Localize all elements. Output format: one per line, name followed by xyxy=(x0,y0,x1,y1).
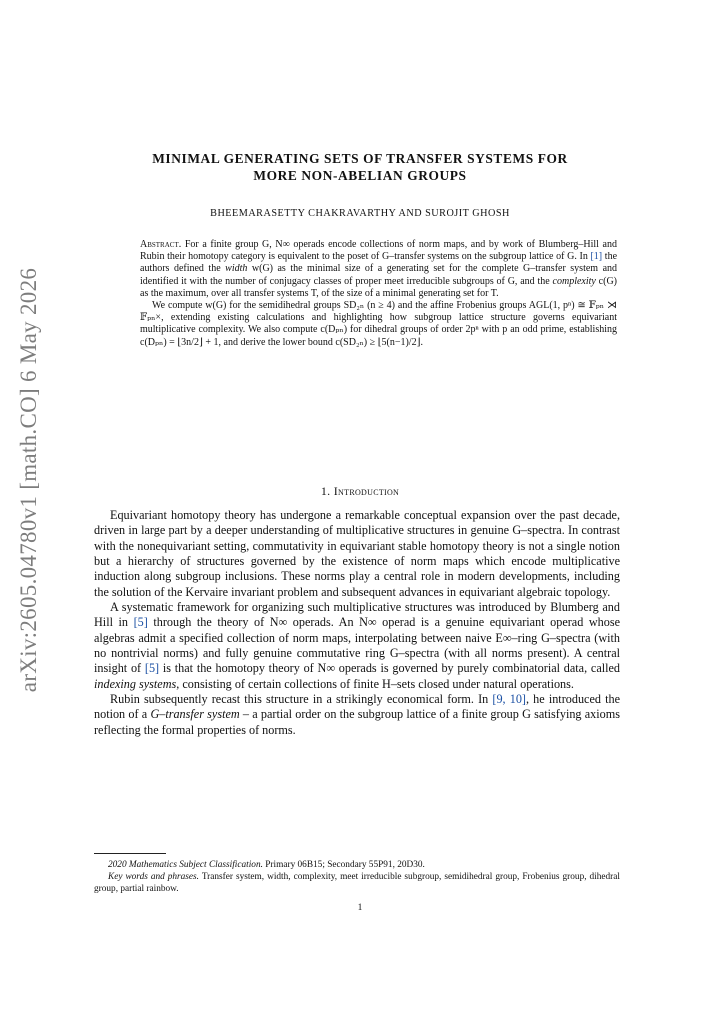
emphasis: complexity xyxy=(552,275,596,287)
citation-link[interactable]: [9, 10] xyxy=(492,692,526,707)
body-text-run: , he introduced the notion of a xyxy=(94,692,620,722)
abstract-text: For a finite group G, N∞ operads encode collections of norm maps, and by work of Blumberg–Hill and Rubin their homotopy category is equivalent to the poset of G–transfer systems on the subgroup lattice of G. In xyxy=(140,239,617,263)
footnotes xyxy=(94,859,620,895)
footnote-label: Key words and phrases. xyxy=(108,872,199,882)
page-number: 1 xyxy=(357,903,363,913)
authors: BHEEMARASETTY CHAKRAVARTHY AND SUROJIT GHOSH xyxy=(210,208,510,219)
body-text xyxy=(94,508,620,738)
citation-link[interactable]: [5] xyxy=(133,615,148,630)
body-text-run: is that the homotopy theory of N∞ operads is governed by purely combinatorial data, called xyxy=(159,661,621,676)
footnote-label: 2020 Mathematics Subject Classification. xyxy=(108,860,263,870)
body-text-run: A systematic framework for organizing such multiplicative structures was introduced by Blumberg and Hill in xyxy=(94,600,620,630)
footnote-text: Primary 06B15; Secondary 55P91, 20D30. xyxy=(262,860,425,870)
abstract-text: the authors defined the xyxy=(140,251,618,275)
title-line-1: MINIMAL GENERATING SETS OF TRANSFER SYSTEMS FOR xyxy=(152,151,568,166)
paper-title xyxy=(90,150,630,184)
body-text-run: , consisting of certain collections of finite H–sets closed under natural operations. xyxy=(176,676,574,691)
body-paragraph-2 xyxy=(94,600,620,692)
body-text-run: Rubin subsequently recast this structure in a strikingly economical form. In xyxy=(110,692,493,707)
abstract xyxy=(140,239,617,349)
footnote-rule xyxy=(94,853,166,854)
body-text-run: through the theory of N∞ operads. An N∞ operad is a genuine equivariant operad whose algebras admit a specified collection of norm maps, interpolating between naive E∞–ring G–spectra (with no nontrivial norms) and fully genuine commutative ring G–spectra (with all norms present). A central insight of xyxy=(94,615,620,676)
abstract-paragraph-2: We compute w(G) for the semidihedral groups SD₂ₙ (n ≥ 4) and the affine Frobenius groups AGL(1, pⁿ) ≅ 𝔽ₚₙ ⋊ 𝔽ₚₙ×, extending existing calculations and highlighting how subgroup lattice structure governs equivariant multiplicative complexity. We also compute c(Dₚₙ) for dihedral groups of order 2pⁿ with p an odd prime, establishing c(Dₚₙ) = ⌊3n/2⌋ + 1, and derive the lower bound c(SD₂ₙ) ≥ ⌊5(n−1)/2⌋. xyxy=(140,300,617,348)
body-text-run: – a partial order on the subgroup lattice of a finite group G satisfying axioms reflecting the formal properties of norms. xyxy=(94,707,620,737)
section-number: 1. xyxy=(320,484,334,498)
citation-link[interactable]: [5] xyxy=(144,661,160,676)
body-paragraph-3 xyxy=(94,692,620,738)
footnote-text: Transfer system, width, complexity, meet irreducible subgroup, semidihedral group, Frobenius group, dihedral group, partial rainbow. xyxy=(94,872,620,894)
footnote-msc xyxy=(94,859,620,871)
section-title: Introduction xyxy=(333,484,400,498)
abstract-text: c(G) as the maximum, over all transfer systems T, of the size of a minimal generating set for T. xyxy=(140,275,617,299)
emphasis: indexing systems xyxy=(94,676,177,691)
title-line-2: MORE NON-ABELIAN GROUPS xyxy=(253,168,467,183)
arxiv-stamp-container xyxy=(9,267,49,693)
emphasis: G–transfer system xyxy=(150,707,240,722)
abstract-text: w(G) as the minimal size of a generating set for the complete G–transfer system and identified it with the number of conjugacy classes of proper meet irreducible subgroups of G, and the xyxy=(140,263,618,287)
footnote-keywords xyxy=(94,871,620,895)
citation-link[interactable]: [1] xyxy=(590,251,603,263)
emphasis: width xyxy=(225,263,248,275)
body-paragraph-1: Equivariant homotopy theory has undergone a remarkable conceptual expansion over the past decade, driven in large part by a deeper understanding of multiplicative structures in genuine G–spectra. In contrast with the nonequivariant setting, commutativity in equivariant stable homotopy theory is not a single notion but a hierarchy of structures governed by the existence of norm maps which encode multiplicative induction along subgroup inclusions. These norms play a central role in modern developments, including the solution of the Kervaire invariant problem and subsequent advances in equivariant algebraic topology. xyxy=(94,508,620,599)
section-heading xyxy=(90,484,630,499)
abstract-label: Abstract. xyxy=(140,239,182,250)
abstract-paragraph-1 xyxy=(140,239,617,300)
arxiv-stamp[interactable]: arXiv:2605.04780v1 [math.CO] 6 May 2026 xyxy=(16,267,41,693)
